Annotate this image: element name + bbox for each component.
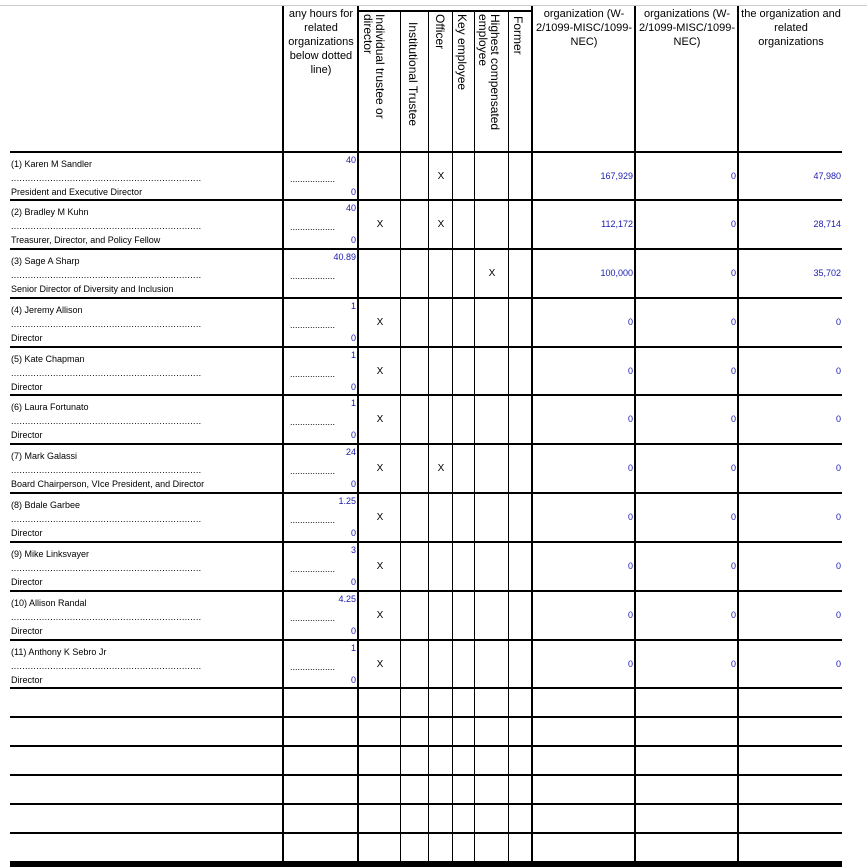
- hours-per-week: 1.25: [338, 496, 356, 506]
- dotted-leader: ....................................................................: [11, 173, 202, 183]
- row-rule: [10, 803, 842, 805]
- comp-org-value: 167,929: [600, 171, 633, 181]
- other-comp-value: 35,702: [813, 268, 841, 278]
- header-other-comp: the organization and related organizations: [741, 8, 841, 48]
- other-comp-value: 0: [835, 366, 841, 376]
- other-comp-value: 0: [835, 317, 841, 327]
- table-row: [10, 592, 842, 638]
- hours-dotted-leader: ..................: [290, 174, 336, 184]
- person-title: Board Chairperson, VIce President, and Director: [11, 479, 205, 489]
- comp-related-value: 0: [730, 659, 736, 669]
- table-row: [10, 641, 842, 687]
- bottom-bar: [10, 861, 842, 867]
- comp-related-value: 0: [730, 317, 736, 327]
- comp-org-value: 0: [627, 610, 633, 620]
- header-institutional: Institutional Trustee: [406, 22, 420, 127]
- hours-per-week: 1: [350, 350, 356, 360]
- trustee-mark: X: [376, 512, 384, 523]
- person-title: Director: [11, 577, 43, 587]
- table-row: [10, 348, 842, 394]
- trustee-mark: X: [376, 219, 384, 230]
- hours-per-week: 40: [345, 155, 356, 165]
- hours-related: 0: [350, 479, 356, 489]
- comp-related-value: 0: [730, 171, 736, 181]
- header-former: Former: [511, 16, 525, 55]
- row-rule: [10, 745, 842, 747]
- trustee-mark: X: [376, 366, 384, 377]
- header-comp-related: organizations (W-2/1099-MISC/1099-NEC): [639, 8, 735, 48]
- other-comp-value: 0: [835, 414, 841, 424]
- hours-related: 0: [350, 333, 356, 343]
- other-comp-value: 0: [835, 512, 841, 522]
- row-rule: [10, 832, 842, 834]
- comp-related-value: 0: [730, 610, 736, 620]
- person-name: (7) Mark Galassi: [11, 451, 78, 461]
- other-comp-value: 28,714: [813, 219, 841, 229]
- person-title: Director: [11, 675, 43, 685]
- hours-related: 0: [350, 577, 356, 587]
- comp-org-value: 0: [627, 366, 633, 376]
- hours-related: 0: [350, 675, 356, 685]
- person-title: Director: [11, 382, 43, 392]
- person-title: Director: [11, 626, 43, 636]
- person-title: Treasurer, Director, and Policy Fellow: [11, 235, 161, 245]
- hours-dotted-leader: ..................: [290, 369, 336, 379]
- hours-related: 0: [350, 430, 356, 440]
- officer-mark: X: [437, 463, 445, 474]
- table-row: [10, 543, 842, 589]
- person-title: Director: [11, 528, 43, 538]
- hours-per-week: 40: [345, 203, 356, 213]
- table-row: [10, 494, 842, 540]
- dotted-leader: ....................................................................: [11, 563, 202, 573]
- comp-related-value: 0: [730, 561, 736, 571]
- hours-related: 0: [350, 382, 356, 392]
- comp-org-value: 0: [627, 463, 633, 473]
- comp-related-value: 0: [730, 268, 736, 278]
- row-rule: [10, 774, 842, 776]
- dotted-leader: ....................................................................: [11, 612, 202, 622]
- person-name: (5) Kate Chapman: [11, 354, 85, 364]
- comp-org-value: 0: [627, 659, 633, 669]
- trustee-mark: X: [376, 610, 384, 621]
- trustee-mark: X: [376, 561, 384, 572]
- hours-per-week: 4.25: [338, 594, 356, 604]
- person-title: President and Executive Director: [11, 187, 143, 197]
- hours-per-week: 1: [350, 643, 356, 653]
- hours-dotted-leader: ..................: [290, 271, 336, 281]
- person-name: (11) Anthony K Sebro Jr: [11, 647, 107, 657]
- comp-org-value: 0: [627, 317, 633, 327]
- dotted-leader: ....................................................................: [11, 319, 202, 329]
- person-title: Director: [11, 430, 43, 440]
- hours-dotted-leader: ..................: [290, 466, 336, 476]
- row-rule: [10, 716, 842, 718]
- hours-related: 0: [350, 187, 356, 197]
- dotted-leader: ....................................................................: [11, 221, 202, 231]
- comp-related-value: 0: [730, 219, 736, 229]
- highest-comp-mark: X: [488, 268, 496, 279]
- hours-dotted-leader: ..................: [290, 613, 336, 623]
- dotted-leader: ....................................................................: [11, 270, 202, 280]
- comp-related-value: 0: [730, 512, 736, 522]
- trustee-mark: X: [376, 659, 384, 670]
- table-row: [10, 299, 842, 345]
- officer-mark: X: [437, 171, 445, 182]
- hours-per-week: 40.89: [333, 252, 356, 262]
- comp-org-value: 0: [627, 561, 633, 571]
- person-name: (8) Bdale Garbee: [11, 500, 81, 510]
- comp-related-value: 0: [730, 463, 736, 473]
- other-comp-value: 0: [835, 463, 841, 473]
- officer-mark: X: [437, 219, 445, 230]
- header-hours: any hours for related organizations below dotted line): [288, 8, 354, 76]
- person-name: (2) Bradley M Kuhn: [11, 207, 89, 217]
- hours-related: 0: [350, 235, 356, 245]
- header-box-rule: [358, 10, 532, 12]
- table-row: [10, 445, 842, 491]
- other-comp-value: 0: [835, 561, 841, 571]
- other-comp-value: 0: [835, 659, 841, 669]
- person-name: (9) Mike Linksvayer: [11, 549, 90, 559]
- table-row: [10, 396, 842, 442]
- comp-related-value: 0: [730, 366, 736, 376]
- person-name: (1) Karen M Sandler: [11, 159, 93, 169]
- trustee-mark: X: [376, 414, 384, 425]
- hours-per-week: 24: [345, 447, 356, 457]
- hours-dotted-leader: ..................: [290, 222, 336, 232]
- header-highest: Highest compensated employee: [476, 14, 502, 131]
- row-rule: [10, 687, 842, 689]
- hours-related: 0: [350, 626, 356, 636]
- hours-dotted-leader: ..................: [290, 515, 336, 525]
- person-name: (4) Jeremy Allison: [11, 305, 83, 315]
- comp-org-value: 100,000: [600, 268, 633, 278]
- comp-org-value: 112,172: [601, 219, 633, 229]
- person-name: (6) Laura Fortunato: [11, 402, 89, 412]
- trustee-mark: X: [376, 317, 384, 328]
- hours-related: 0: [350, 528, 356, 538]
- header-officer: Officer: [433, 14, 447, 50]
- header-trustee: Individual trustee or director: [361, 14, 387, 119]
- other-comp-value: 0: [835, 610, 841, 620]
- comp-related-value: 0: [730, 414, 736, 424]
- person-name: (3) Sage A Sharp: [11, 256, 80, 266]
- dotted-leader: ....................................................................: [11, 416, 202, 426]
- comp-org-value: 0: [627, 414, 633, 424]
- hours-per-week: 3: [350, 545, 356, 555]
- hours-dotted-leader: ..................: [290, 564, 336, 574]
- dotted-leader: ....................................................................: [11, 514, 202, 524]
- table-row: [10, 201, 842, 247]
- table-row: [10, 250, 842, 296]
- table-row: [10, 153, 842, 199]
- hours-per-week: 1: [350, 398, 356, 408]
- dotted-leader: ....................................................................: [11, 661, 202, 671]
- header-comp-org: organization (W-2/1099-MISC/1099-NEC): [536, 8, 632, 48]
- hours-dotted-leader: ..................: [290, 417, 336, 427]
- hours-per-week: 1: [350, 301, 356, 311]
- comp-org-value: 0: [627, 512, 633, 522]
- dotted-leader: ....................................................................: [11, 465, 202, 475]
- header-key-employee: Key employee: [455, 14, 469, 91]
- person-title: Director: [11, 333, 43, 343]
- trustee-mark: X: [376, 463, 384, 474]
- hours-dotted-leader: ..................: [290, 662, 336, 672]
- person-name: (10) Allison Randal: [11, 598, 87, 608]
- hours-dotted-leader: ..................: [290, 320, 336, 330]
- other-comp-value: 47,980: [813, 171, 841, 181]
- person-title: Senior Director of Diversity and Inclusion: [11, 284, 174, 294]
- dotted-leader: ....................................................................: [11, 368, 202, 378]
